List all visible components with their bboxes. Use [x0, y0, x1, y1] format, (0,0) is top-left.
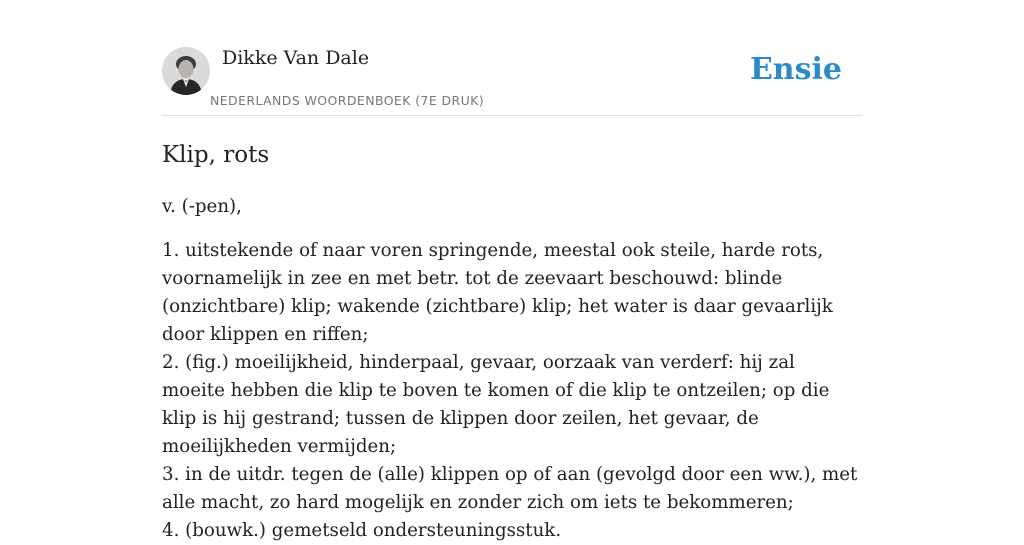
entry-card — [162, 44, 862, 545]
entry-title: Klip, rots — [162, 142, 270, 168]
dictionary-source[interactable]: NEDERLANDS WOORDENBOEK (7E DRUK) — [210, 93, 485, 108]
definition-3: 3. in de uitdr. tegen de (alle) klippen op of aan (gevolgd door een ww.), met alle macht, zo hard mogelijk en zonder zich om iets te bekommeren; — [162, 464, 858, 513]
entry-header — [162, 44, 862, 116]
author-avatar[interactable] — [162, 47, 210, 95]
definition-4: 4. (bouwk.) gemetseld ondersteuningsstuk. — [162, 520, 562, 541]
ensie-logo[interactable]: Ensie — [749, 52, 842, 87]
entry-grammar: v. (-pen), — [162, 196, 242, 217]
definition-2: 2. (fig.) moeilijkheid, hinderpaal, gevaar, oorzaak van verderf: hij zal moeite hebben die klip te boven te komen of die klip te ontzeilen; op die klip is hij gestrand; tussen de klippen door zeilen, het gevaar, de moeilijkheden vermijden; — [162, 352, 830, 457]
author-name[interactable]: Dikke Van Dale — [222, 47, 370, 69]
definition-1: 1. uitstekende of naar voren springende, meestal ook steile, harde rots, voornamelijk in zee en met betr. tot de zeevaart beschouwd: blinde (onzichtbare) klip; wakende (zichtbare) klip; het water is daar gevaarlijk door klippen en riffen; — [162, 240, 833, 345]
portrait-photo-icon — [162, 47, 210, 95]
entry-definitions — [162, 237, 862, 545]
